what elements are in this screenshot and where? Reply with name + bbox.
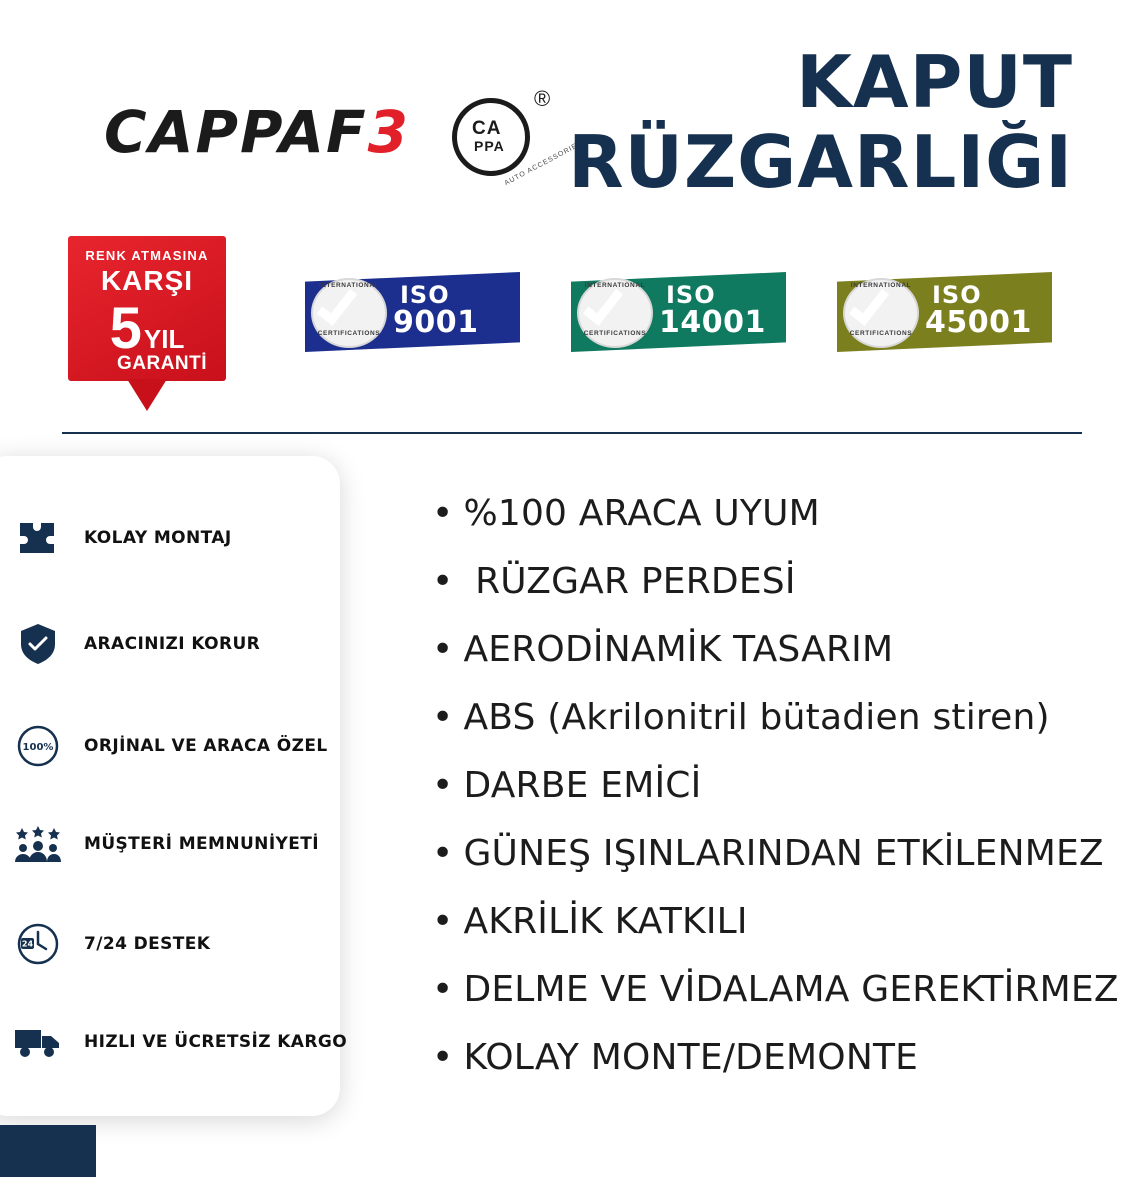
iso-arc-bottom: CERTIFICATIONS <box>849 330 913 337</box>
feature-label: MÜŞTERİ MEMNUNİYETİ <box>84 834 319 854</box>
brand-logo <box>104 96 454 168</box>
bullet-item <box>432 956 1119 1024</box>
bullet-text: AKRİLİK KATKILI <box>463 901 748 942</box>
bullet-item <box>432 616 1092 684</box>
bullet-text: DELME VE VİDALAMA GEREKTİRMEZ <box>463 969 1119 1010</box>
feature-label: 7/24 DESTEK <box>84 934 211 954</box>
bullet-text: ABS (Akrilonitril bütadien stiren) <box>463 697 1050 738</box>
bullet-marker: • <box>432 1037 454 1078</box>
iso-number: 45001 <box>925 305 1032 340</box>
registered-trademark-icon: ® <box>534 86 551 111</box>
bullet-marker: • <box>432 493 454 534</box>
feature-label: KOLAY MONTAJ <box>84 528 232 548</box>
bullet-text: DARBE EMİCİ <box>463 765 702 806</box>
puzzle-icon <box>10 512 66 564</box>
svg-text:100%: 100% <box>22 742 54 753</box>
brand-wordmark-accent: 3 <box>367 98 411 166</box>
bullet-item <box>432 752 1092 820</box>
warranty-badge <box>68 236 226 381</box>
bullet-marker: • <box>432 901 454 942</box>
brand-wordmark-main: CAPPAF <box>104 98 368 166</box>
section-divider <box>62 432 1082 434</box>
bullet-text: %100 ARACA UYUM <box>463 493 820 534</box>
bullet-marker: • <box>432 629 454 670</box>
iso-label: ISO <box>932 281 982 309</box>
page-title-line2: RÜZGARLIĞI <box>568 120 1073 204</box>
feature-label: HIZLI VE ÜCRETSİZ KARGO <box>84 1032 348 1052</box>
bullet-marker: • <box>432 969 454 1010</box>
bullet-item <box>432 820 1104 888</box>
bullet-item <box>432 1024 1092 1092</box>
svg-text:24: 24 <box>21 939 34 949</box>
warranty-badge-duration <box>68 296 226 361</box>
iso-arc-bottom: CERTIFICATIONS <box>583 330 647 337</box>
iso-label: ISO <box>400 281 450 309</box>
iso-arc-top: INTERNATIONAL <box>584 282 646 289</box>
iso-arc-top: INTERNATIONAL <box>318 282 380 289</box>
feature-item-7-24-destek <box>10 914 330 974</box>
bullet-item <box>432 684 1092 752</box>
customers-icon <box>10 818 66 870</box>
warranty-badge-number: 5 <box>109 296 142 361</box>
brand-mark-subtext: AUTO ACCESSORIES <box>503 139 584 188</box>
truck-icon <box>10 1016 66 1068</box>
feature-item-kolay-montaj <box>10 508 330 568</box>
warranty-badge-unit: YIL <box>143 324 185 354</box>
clock-24-icon <box>10 918 66 970</box>
iso-badge-14001 <box>571 272 786 352</box>
bullet-item <box>432 888 1092 956</box>
features-card <box>0 456 348 1116</box>
bottom-left-accent <box>0 1125 96 1177</box>
bullet-text: KOLAY MONTE/DEMONTE <box>463 1037 919 1078</box>
feature-item-hizli-ucretsiz-kargo <box>10 1012 348 1072</box>
iso-number: 9001 <box>393 305 479 340</box>
shield-check-icon <box>10 618 66 670</box>
iso-certification-row <box>305 272 1065 362</box>
feature-label: ARACINIZI KORUR <box>84 634 261 654</box>
bullet-item <box>432 548 1092 616</box>
feature-item-aracinizi-korur <box>10 614 330 674</box>
iso-arc-top: INTERNATIONAL <box>850 282 912 289</box>
bullet-text: GÜNEŞ IŞINLARINDAN ETKİLENMEZ <box>463 833 1104 874</box>
warranty-badge-line1: RENK ATMASINA <box>85 248 209 263</box>
feature-label: ORJİNAL VE ARACA ÖZEL <box>84 736 328 756</box>
feature-bullet-list <box>432 480 1119 1092</box>
iso-label: ISO <box>666 281 716 309</box>
header-banner <box>0 0 1143 430</box>
page-title-line1: KAPUT <box>796 40 1073 124</box>
bullet-marker: • <box>432 561 454 602</box>
bullet-item <box>432 480 1092 548</box>
feature-item-musteri-memnuniyeti <box>10 814 330 874</box>
iso-number: 14001 <box>659 305 766 340</box>
warranty-badge-line4: GARANTİ <box>116 353 208 374</box>
brand-mark-primary: CA <box>472 118 502 139</box>
iso-badge-45001 <box>837 272 1052 352</box>
brand-mark-secondary: PPA <box>474 138 505 154</box>
hundred-percent-icon <box>10 720 66 772</box>
warranty-badge-line2: KARŞI <box>100 265 194 296</box>
bullet-text: RÜZGAR PERDESİ <box>463 561 796 602</box>
iso-arc-bottom: CERTIFICATIONS <box>317 330 381 337</box>
bullet-marker: • <box>432 833 454 874</box>
bullet-marker: • <box>432 765 454 806</box>
bullet-text: AERODİNAMİK TASARIM <box>463 629 894 670</box>
feature-item-orjinal-araca-ozel <box>10 716 330 776</box>
bullet-marker: • <box>432 697 454 738</box>
page-title <box>533 42 1073 202</box>
brand-wordmark <box>104 96 454 168</box>
iso-badge-9001 <box>305 272 520 352</box>
